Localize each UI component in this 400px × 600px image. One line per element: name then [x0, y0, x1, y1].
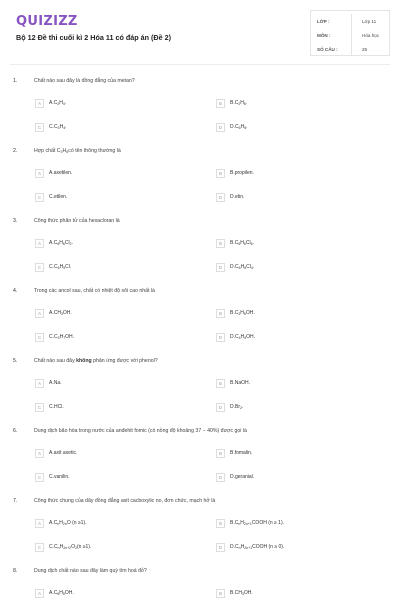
option-text: $D.C_6H_6Cl_4$.: [230, 264, 255, 270]
answer-option-c[interactable]: [35, 121, 67, 133]
answer-option-d[interactable]: [216, 261, 254, 273]
option-text: A.Na.: [49, 380, 62, 386]
option-letter-box: D: [216, 403, 225, 412]
option-letter-box: A: [35, 169, 44, 178]
answer-option-b[interactable]: [216, 307, 255, 319]
answer-option-b[interactable]: [216, 377, 250, 389]
option-text: C.HCl.: [49, 404, 64, 410]
question-text: Công thức phân tử của hexacloran là: [34, 218, 120, 224]
answer-option-d[interactable]: [216, 401, 243, 413]
answer-option-b[interactable]: [216, 587, 253, 599]
option-letter-box: A: [35, 449, 44, 458]
answer-option-c[interactable]: [35, 471, 70, 483]
option-text: $A.C_6H_6Cl_2$.: [49, 240, 73, 246]
option-letter-box: B: [216, 239, 225, 248]
question-number: 6.: [13, 428, 18, 434]
option-text: $A.C_2H_4$.: [49, 100, 67, 106]
option-letter-box: C: [35, 193, 44, 202]
answer-option-c[interactable]: [35, 191, 67, 203]
answer-option-a[interactable]: [35, 447, 77, 459]
question-text: Dung dịch bão hòa trong nước của anđehit fomic (có nồng độ khoảng 37 − 40%) được gọi là: [34, 428, 247, 434]
option-letter-box: B: [216, 99, 225, 108]
meta-row-question-count: [311, 42, 391, 56]
option-letter-box: C: [35, 123, 44, 132]
answer-option-a[interactable]: [35, 377, 62, 389]
option-text: $A.C_nH_{2n}O$ (n ≥1).: [49, 520, 87, 526]
answer-option-b[interactable]: [216, 167, 254, 179]
option-text: $B.C_nH_{2n+1}COOH$ (n ≥ 1).: [230, 520, 285, 526]
option-text: $B.C_2H_6$.: [230, 100, 248, 106]
answer-option-d[interactable]: [216, 471, 254, 483]
question-number: 8.: [13, 568, 18, 574]
option-letter-box: B: [216, 309, 225, 318]
meta-row-grade: [311, 14, 391, 28]
answer-option-a[interactable]: [35, 237, 73, 249]
answer-option-a[interactable]: [35, 587, 74, 599]
answer-option-b[interactable]: [216, 237, 254, 249]
option-text: $A.CH_3OH$.: [49, 310, 72, 316]
meta-key: SỐ CÂU :: [317, 46, 338, 52]
option-text: C.etilen.: [49, 194, 68, 200]
option-text: $D.C_6H_6$.: [230, 124, 248, 130]
meta-key: MÔN :: [317, 32, 331, 38]
option-letter-box: D: [216, 263, 225, 272]
option-text: $D.C_4H_9OH$.: [230, 334, 256, 340]
option-text: B.NaOH.: [230, 380, 251, 386]
answer-option-c[interactable]: [35, 261, 71, 273]
option-text: A.axit axetic.: [49, 450, 78, 456]
meta-box: [310, 10, 390, 56]
question-text: Công thức chung của dãy đồng đẳng axit cacboxylic no, đơn chức, mạch hở là: [34, 498, 216, 504]
answer-option-b[interactable]: [216, 517, 284, 529]
answer-option-c[interactable]: [35, 401, 64, 413]
answer-option-d[interactable]: [216, 191, 244, 203]
answer-option-a[interactable]: [35, 517, 87, 529]
option-text: $B.CH_3OH$.: [230, 590, 253, 596]
meta-value: 25: [351, 42, 367, 56]
option-letter-box: B: [216, 589, 225, 598]
option-text: B.fomalin.: [230, 450, 253, 456]
question-number: 4.: [13, 288, 18, 294]
option-text: D.geranial.: [230, 474, 255, 480]
question-number: 1.: [13, 78, 18, 84]
question-text: Hợp chất $C_3H_6có$ tên thông thường là: [34, 148, 121, 154]
option-text: B.propilen.: [230, 170, 254, 176]
option-letter-box: A: [35, 309, 44, 318]
answer-option-b[interactable]: [216, 97, 247, 109]
option-letter-box: D: [216, 543, 225, 552]
answer-option-a[interactable]: [35, 167, 72, 179]
option-letter-box: A: [35, 99, 44, 108]
option-letter-box: C: [35, 543, 44, 552]
option-letter-box: A: [35, 379, 44, 388]
meta-row-subject: [311, 28, 391, 42]
option-letter-box: C: [35, 333, 44, 342]
option-text: $D.C_nH_{2n+1}COOH$ (n ≥ 0).: [230, 544, 285, 550]
quizizz-logo: QUIZIZZ: [16, 14, 78, 29]
option-letter-box: D: [216, 123, 225, 132]
meta-value: Hóa học: [351, 28, 379, 42]
option-text: C.vanilin.: [49, 474, 70, 480]
option-letter-box: A: [35, 239, 44, 248]
header-divider: [10, 64, 390, 65]
option-text: $B.C_6H_6Cl_6$.: [230, 240, 254, 246]
answer-option-a[interactable]: [35, 97, 66, 109]
option-letter-box: B: [216, 449, 225, 458]
answer-option-d[interactable]: [216, 121, 248, 133]
option-text: $B.C_2H_5OH$.: [230, 310, 255, 316]
meta-key: LỚP :: [317, 18, 330, 24]
question-text: Dung dịch chất nào sau đây làm quỳ tím hoá đỏ?: [34, 568, 147, 574]
option-letter-box: D: [216, 473, 225, 482]
question-text: Chất nào sau đây không phản ứng được với phenol?: [34, 358, 158, 364]
option-text: $A.C_6H_5OH$.: [49, 590, 74, 596]
answer-option-b[interactable]: [216, 447, 252, 459]
option-text: $D.Br_2$.: [230, 404, 244, 410]
option-text: A.axetilen.: [49, 170, 73, 176]
option-letter-box: B: [216, 379, 225, 388]
option-text: $C.C_6H_5Cl$.: [49, 264, 72, 270]
option-letter-box: B: [216, 519, 225, 528]
page-title: Bộ 12 Đề thi cuối kì 2 Hóa 11 có đáp án (Đề 2): [16, 33, 171, 42]
option-letter-box: B: [216, 169, 225, 178]
option-letter-box: A: [35, 519, 44, 528]
question-number: 5.: [13, 358, 18, 364]
question-number: 2.: [13, 148, 18, 154]
answer-option-d[interactable]: [216, 331, 255, 343]
answer-option-c[interactable]: [35, 331, 74, 343]
option-text: $C.C_nH_{2n+2}O_2(n \ge 1)$.: [49, 544, 92, 550]
option-letter-box: D: [216, 193, 225, 202]
option-letter-box: C: [35, 403, 44, 412]
answer-option-a[interactable]: [35, 307, 72, 319]
option-letter-box: C: [35, 473, 44, 482]
option-text: $C.C_3H_4$.: [49, 124, 67, 130]
question-text: Trong các ancol sau, chất có nhiệt độ sôi cao nhất là: [34, 288, 155, 294]
question-number: 7.: [13, 498, 18, 504]
option-letter-box: C: [35, 263, 44, 272]
answer-option-d[interactable]: [216, 541, 284, 553]
answer-option-c[interactable]: [35, 541, 91, 553]
meta-value: Lớp 11: [351, 14, 376, 28]
option-letter-box: D: [216, 333, 225, 342]
option-text: D.etin.: [230, 194, 245, 200]
option-text: $C.C_3H_7OH$.: [49, 334, 75, 340]
question-text: Chất nào sau đây là đồng đẳng của metan?: [34, 78, 135, 84]
option-letter-box: A: [35, 589, 44, 598]
question-number: 3.: [13, 218, 18, 224]
